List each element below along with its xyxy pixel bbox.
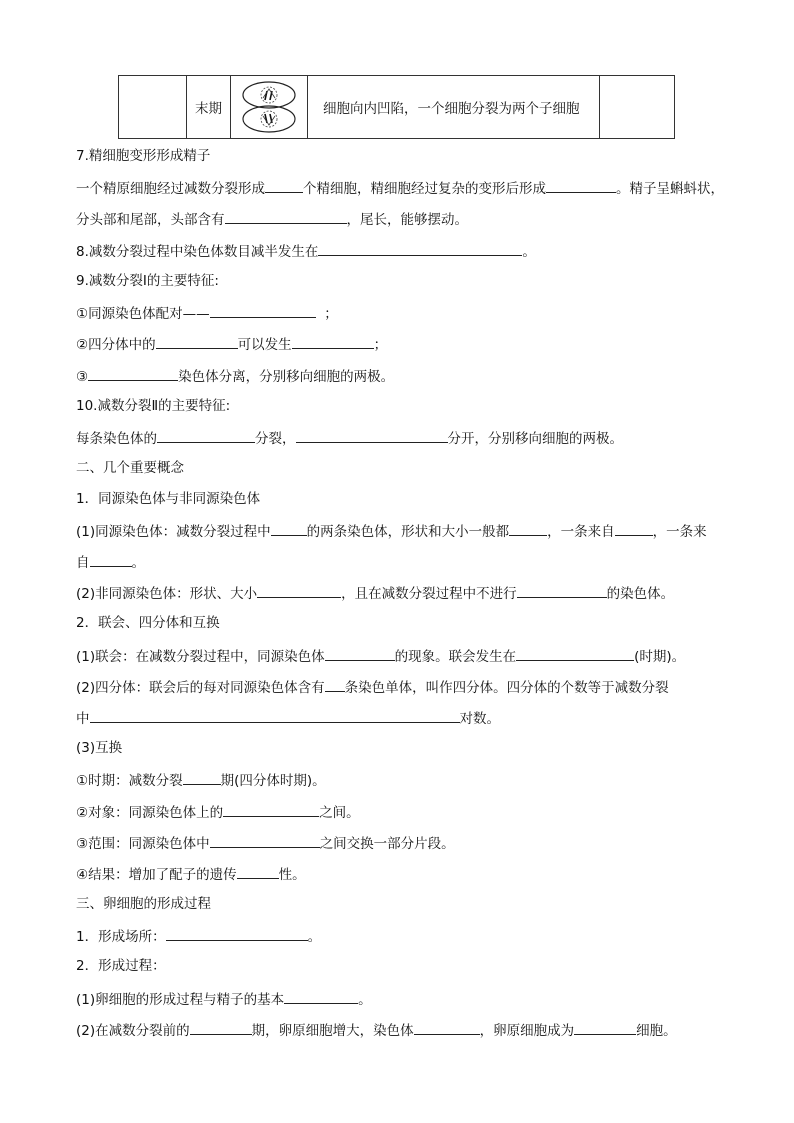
line-10-1 [76,427,623,447]
text: 条染色单体，叫作四分体。四分体的个数等于减数分裂 [344,680,669,696]
text: ②对象：同源染色体上的 [76,805,224,821]
heading-9: 9.减数分裂Ⅰ的主要特征: [76,273,219,289]
heading-2-1: 1．同源染色体与非同源染色体 [76,491,261,507]
text: 。 [131,555,145,571]
text: 每条染色体的 [76,431,157,447]
line-2-2-c [76,707,500,727]
table-cell-diagram [231,76,308,138]
line-sperm-2 [76,208,468,228]
blank[interactable] [225,208,347,224]
table-cell-description [308,76,600,138]
line-2-1-b [76,551,145,571]
text: 染色体分离，分别移向细胞的两极。 [178,369,395,385]
line-2-1-heading [76,489,260,509]
text: 期(四分体时期)。 [220,773,326,789]
table-cell-phase [187,76,231,138]
line-10-heading [76,396,230,416]
text: ，尾长，能够摆动。 [346,212,468,228]
phase-description: 细胞向内凹陷，一个细胞分裂为两个子细胞 [323,101,580,117]
table-cell-empty-left [119,76,187,138]
blank[interactable] [517,582,607,598]
line-sperm-1 [76,177,724,197]
text: (2)非同源染色体：形状、大小 [76,586,258,602]
line-2-3-b [76,801,360,821]
text: 。精子呈蝌蚪状， [616,181,724,197]
blank[interactable] [516,645,634,661]
line-2-2-heading [76,613,220,633]
text: 1．形成场所： [76,929,166,945]
blank[interactable] [574,1019,636,1035]
line-2-2-a [76,645,685,665]
text: (1)联会：在减数分裂过程中，同源染色体 [76,649,325,665]
blank[interactable] [265,177,303,193]
text: 期，卵原细胞增大，染色体 [251,1023,414,1039]
text: 的现象。联会发生在 [394,649,517,665]
line-9-3 [76,365,394,385]
line-2-1-c [76,582,674,602]
section-3-heading [76,894,211,914]
text: 一个精原细胞经过减数分裂形成 [76,181,265,197]
blank[interactable] [292,333,374,349]
blank[interactable] [237,863,279,879]
line-3-2-a [76,988,372,1008]
text: 。 [522,244,536,260]
text: 的两条染色体，形状和大小一般都 [306,524,510,540]
stage-table-row [118,75,675,139]
text: (时期)。 [634,649,686,665]
blank[interactable] [210,832,320,848]
blank[interactable] [271,520,307,536]
text: ； [373,337,388,353]
text: 之间。 [319,805,360,821]
blank[interactable] [318,240,522,256]
line-3-2-heading [76,956,166,976]
heading-section-3: 三、卵细胞的形成过程 [76,896,211,912]
blank[interactable] [296,427,448,443]
heading-10: 10.减数分裂Ⅱ的主要特征: [76,398,231,414]
text: ①同源染色体配对—— [76,306,210,322]
blank[interactable] [88,365,178,381]
heading-2-3: (3)互换 [76,740,123,756]
table-cell-empty-right [600,76,674,138]
text: (2)四分体：联会后的每对同源染色体含有 [76,680,325,696]
blank[interactable] [183,769,221,785]
text: ，且在减数分裂过程中不进行 [341,586,517,602]
text: 之间交换一部分片段。 [319,836,455,852]
text: 分裂， [255,431,296,447]
blank[interactable] [223,801,319,817]
text: ③ [76,369,89,385]
heading-3-2: 2．形成过程： [76,958,166,974]
text: ，一条来 [652,524,707,540]
line-3-1 [76,925,321,945]
text: 性。 [278,867,306,883]
text: (1)同源染色体：减数分裂过程中 [76,524,271,540]
blank[interactable] [210,302,316,318]
text: ，一条来自 [547,524,615,540]
text: 对数。 [459,711,500,727]
line-8 [76,240,536,260]
text: 。 [358,992,372,1008]
text: ①时期：减数分裂 [76,773,183,789]
line-2-2-b [76,676,669,696]
text: 8.减数分裂过程中染色体数目减半发生在 [76,244,319,260]
text: 。 [307,929,322,945]
line-2-1-a [76,520,707,540]
text: 细胞。 [636,1023,677,1039]
text: (2)在减数分裂前的 [76,1023,190,1039]
heading-section-2: 二、几个重要概念 [76,460,184,476]
text: 的染色体。 [606,586,675,602]
line-9-2 [76,333,387,353]
line-2-3-d [76,863,306,883]
phase-label: 末期 [195,101,222,117]
blank[interactable] [509,520,547,536]
text: ④结果：增加了配子的遗传 [76,867,237,883]
line-7-heading [76,146,210,166]
blank[interactable] [90,551,132,567]
blank[interactable] [90,707,460,723]
line-2-3-a [76,769,326,789]
text: ； [324,306,338,322]
blank[interactable] [166,925,308,941]
section-2-heading [76,458,184,478]
line-2-3-heading [76,738,122,758]
text: ③范围：同源染色体中 [76,836,210,852]
text: (1)卵细胞的形成过程与精子的基本 [76,992,285,1008]
text: 可以发生 [237,337,292,353]
blank[interactable] [325,645,395,661]
text: 分头部和尾部，头部含有 [76,212,225,228]
blank[interactable] [190,1019,252,1035]
line-9-1 [76,302,338,322]
blank[interactable] [615,520,653,536]
blank[interactable] [325,676,345,692]
text: ②四分体中的 [76,337,156,353]
text: 分开，分别移向细胞的两极。 [447,431,623,447]
line-2-3-c [76,832,455,852]
blank[interactable] [157,427,255,443]
text: 个精细胞，精细胞经过复杂的变形后形成 [303,181,546,197]
blank[interactable] [284,988,358,1004]
text: 自 [76,555,90,571]
blank[interactable] [546,177,616,193]
telophase-cell-icon [239,81,299,133]
blank[interactable] [257,582,341,598]
line-9-heading [76,271,219,291]
heading-2-2: 2．联会、四分体和互换 [76,615,220,631]
line-3-2-b [76,1019,677,1039]
text: 中 [76,711,90,727]
text: ，卵原细胞成为 [479,1023,575,1039]
blank[interactable] [414,1019,480,1035]
blank[interactable] [156,333,238,349]
heading-7: 7.精细胞变形形成精子 [76,148,211,164]
